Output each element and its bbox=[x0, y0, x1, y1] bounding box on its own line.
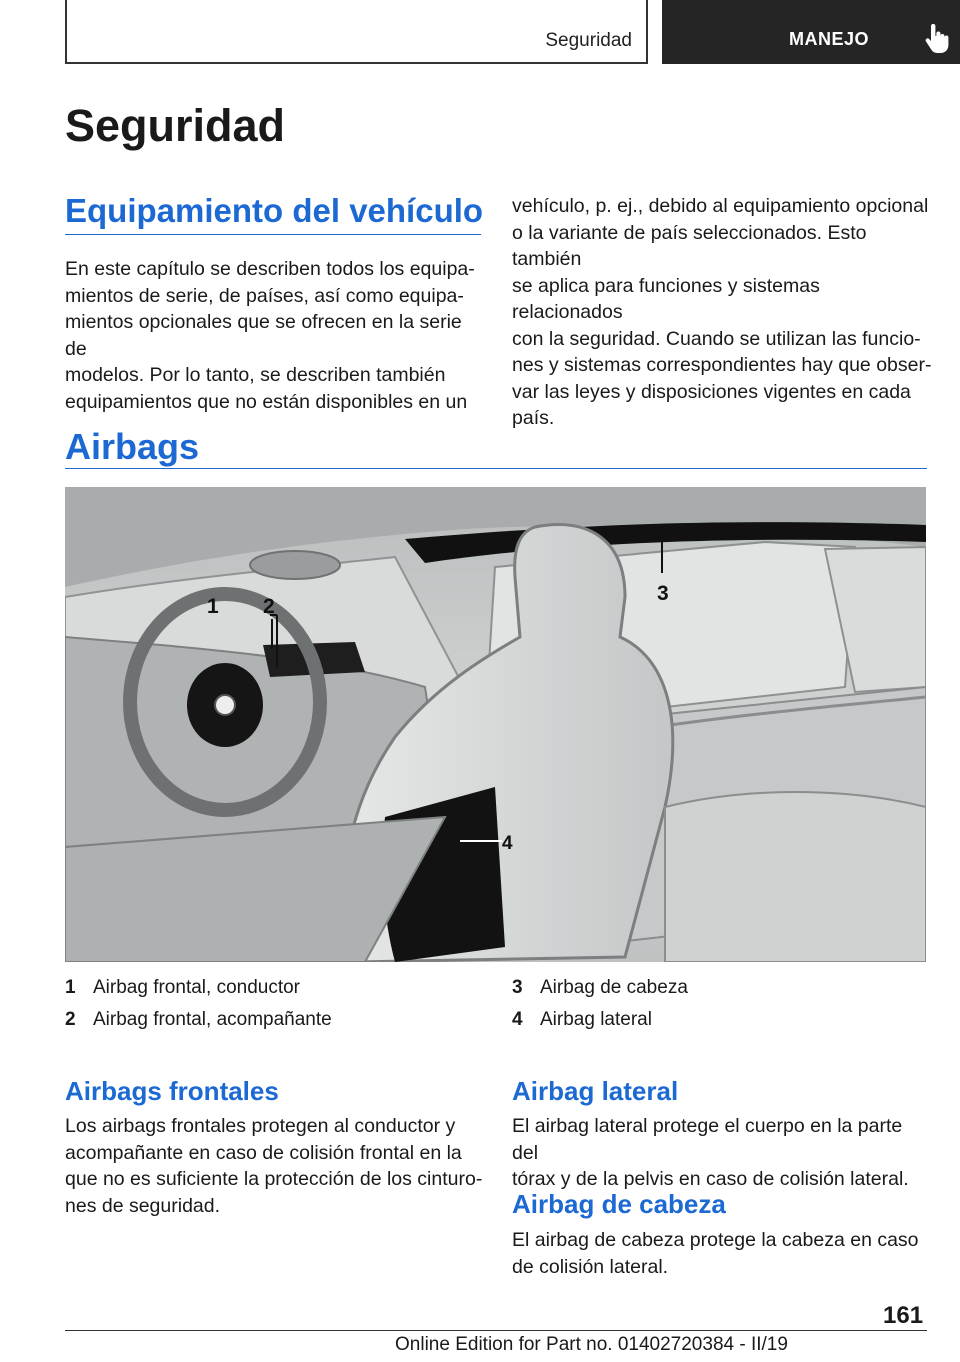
chapter-tab[interactable] bbox=[662, 0, 960, 64]
header-section-box bbox=[65, 0, 648, 64]
caption-number: 1 bbox=[65, 977, 76, 998]
page-number: 161 bbox=[883, 1302, 924, 1329]
subsection-body-frontales: Los airbags frontales protegen al conductor y acompañante en caso de colisión frontal en la que no es suficiente la protección de los cinturo‐ nes de seguridad. bbox=[65, 1115, 483, 1217]
callout-2: 2 bbox=[263, 595, 275, 618]
section-title-airbags: Airbags bbox=[65, 426, 200, 467]
caption-text: Airbag frontal, conductor bbox=[93, 977, 301, 998]
section-body-right: vehículo, p. ej., debido al equipamiento opcional o la variante de país seleccionados. Esto también se aplica para funciones y sistemas relacionados con la seguridad. Cuando se utilizan las funcio‐ nes y sistemas correspondientes hay que obser‐ var las leyes y disposiciones vigentes en cada país. bbox=[512, 195, 932, 429]
section-title-equipamiento: Equipamiento del vehículo bbox=[65, 192, 484, 229]
caption-text: Airbag lateral bbox=[540, 1009, 652, 1030]
subsection-title-cabeza: Airbag de cabeza bbox=[512, 1189, 726, 1219]
car-interior-drawing bbox=[65, 487, 926, 962]
section-rule bbox=[65, 468, 927, 469]
subsection-body-lateral: El airbag lateral protege el cuerpo en la parte del tórax y de la pelvis en caso de colisión lateral. bbox=[512, 1115, 909, 1190]
subsection-title-frontales: Airbags frontales bbox=[65, 1076, 279, 1106]
callout-1: 1 bbox=[207, 595, 219, 618]
footer-edition: Online Edition for Part no. 01402720384 - II/19 bbox=[395, 1334, 788, 1355]
section-rule bbox=[65, 234, 481, 235]
hand-pointer-icon bbox=[923, 24, 949, 54]
caption-text: Airbag de cabeza bbox=[540, 977, 688, 998]
section-body-left: En este capítulo se describen todos los equipa‐ mientos de serie, de países, así como equipa‐ mientos opcionales que se ofrecen en la serie de modelos. Por lo tanto, se describen también equipamientos que no están disponibles en un bbox=[65, 258, 475, 413]
subsection-title-lateral: Airbag lateral bbox=[512, 1076, 679, 1106]
caption-text: Airbag frontal, acompañante bbox=[93, 1009, 332, 1030]
callout-3: 3 bbox=[657, 582, 669, 605]
caption-number: 3 bbox=[512, 977, 523, 998]
footer-rule bbox=[65, 1330, 927, 1331]
page-title: Seguridad bbox=[65, 100, 286, 151]
chapter-tab-label: MANEJO bbox=[789, 29, 870, 49]
caption-number: 4 bbox=[512, 1009, 523, 1030]
airbag-illustration bbox=[65, 487, 926, 962]
callout-4: 4 bbox=[502, 833, 513, 854]
header-section-label: Seguridad bbox=[545, 30, 632, 51]
caption-number: 2 bbox=[65, 1009, 76, 1030]
subsection-body-cabeza: El airbag de cabeza protege la cabeza en caso de colisión lateral. bbox=[512, 1229, 919, 1278]
